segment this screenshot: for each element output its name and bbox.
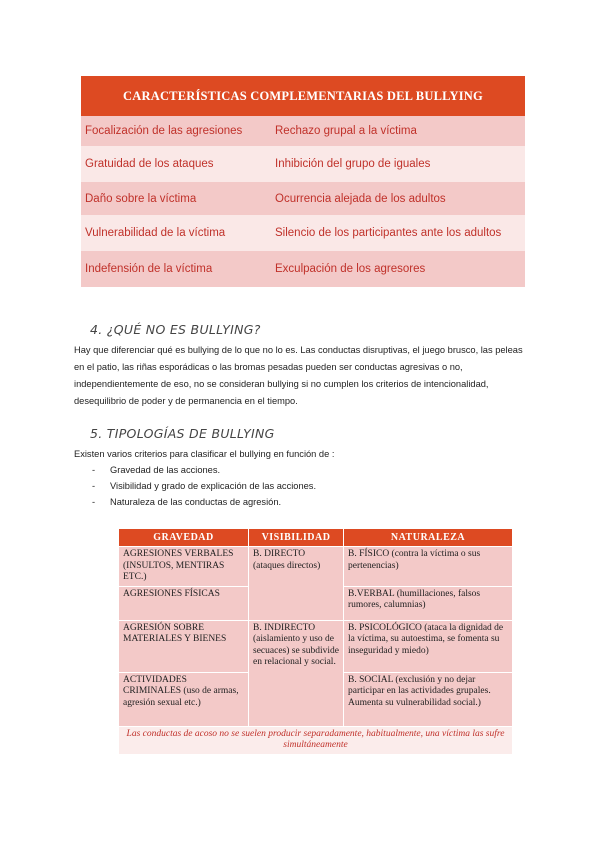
table-row	[81, 182, 525, 215]
table-row	[81, 116, 525, 146]
characteristics-table	[81, 76, 525, 287]
section-paragraph: Hay que diferenciar qué es bullying de lo que no lo es. Las conductas disruptivas, el juego brusco, las peleas en el patio, las riñas esporádicas o las bromas pesadas pueden ser conductas agresivas o no, independientemente de eso, no se consideran bullying si no cumplen los criterios de intencionalidad, desequilibrio de poder y de permanencia en el tiempo.	[74, 345, 523, 406]
table-cell: B.VERBAL (humillaciones, falsos rumores, calumnias)	[344, 586, 513, 620]
table-row	[81, 251, 525, 287]
column-header-naturaleza: NATURALEZA	[344, 529, 513, 547]
table-cell: B. PSICOLÓGICO (ataca la dignidad de la víctima, su autoestima, se fomenta su inseguridad y miedo)	[344, 620, 513, 672]
section-intro: Existen varios criterios para clasificar el bullying en función de :	[74, 449, 335, 459]
table-cell: AGRESIONES FÍSICAS	[119, 586, 249, 620]
criteria-list	[92, 462, 492, 510]
table-cell: AGRESIÓN SOBRE MATERIALES Y BIENES	[119, 620, 249, 672]
table-cell: Focalización de las agresiones	[81, 116, 271, 146]
table-cell: Rechazo grupal a la víctima	[271, 116, 525, 146]
section-heading-what-is-not-bullying: 4. ¿QUÉ NO ES BULLYING?	[90, 322, 261, 337]
table-cell: B. DIRECTO (ataques directos)	[249, 547, 344, 621]
table-row	[81, 146, 525, 182]
characteristics-table-title: CARACTERÍSTICAS COMPLEMENTARIAS DEL BULLYING	[81, 76, 525, 116]
section-heading-bullying-types: 5. TIPOLOGÍAS DE BULLYING	[90, 426, 275, 441]
table-row	[119, 547, 513, 587]
table-cell: AGRESIONES VERBALES (INSULTOS, MENTIRAS ETC.)	[119, 547, 249, 587]
table-cell: Vulnerabilidad de la víctima	[81, 215, 271, 251]
table-row	[81, 215, 525, 251]
typology-table	[118, 528, 513, 755]
list-item: - Visibilidad y grado de explicación de las acciones.	[92, 481, 317, 491]
table-cell: B. SOCIAL (exclusión y no dejar participar en las actividades grupales. Aumenta su vulnerabilidad social.)	[344, 672, 513, 726]
table-cell: Exculpación de los agresores	[271, 251, 525, 287]
list-item: - Naturaleza de las conductas de agresión.	[92, 497, 282, 507]
table-cell: Ocurrencia alejada de los adultos	[271, 182, 525, 215]
table-cell: ACTIVIDADES CRIMINALES (uso de armas, agresión sexual etc.)	[119, 672, 249, 726]
table-cell: Silencio de los participantes ante los adultos	[271, 215, 525, 251]
table-row	[119, 726, 513, 754]
table-cell: Gratuidad de los ataques	[81, 146, 271, 182]
table-row	[119, 620, 513, 672]
column-header-visibilidad: VISIBILIDAD	[249, 529, 344, 547]
table-cell: Indefensión de la víctima	[81, 251, 271, 287]
list-item: - Gravedad de las acciones.	[92, 465, 221, 475]
table-cell: B. FÍSICO (contra la víctima o sus pertenencias)	[344, 547, 513, 587]
table-cell: Daño sobre la víctima	[81, 182, 271, 215]
table-footnote: Las conductas de acoso no se suelen producir separadamente, habitualmente, una víctima las sufre simultáneamente	[119, 726, 513, 754]
table-cell: B. INDIRECTO (aislamiento y uso de secuaces) se subdivide en relacional y social.	[249, 620, 344, 726]
column-header-gravedad: GRAVEDAD	[119, 529, 249, 547]
table-cell: Inhibición del grupo de iguales	[271, 146, 525, 182]
